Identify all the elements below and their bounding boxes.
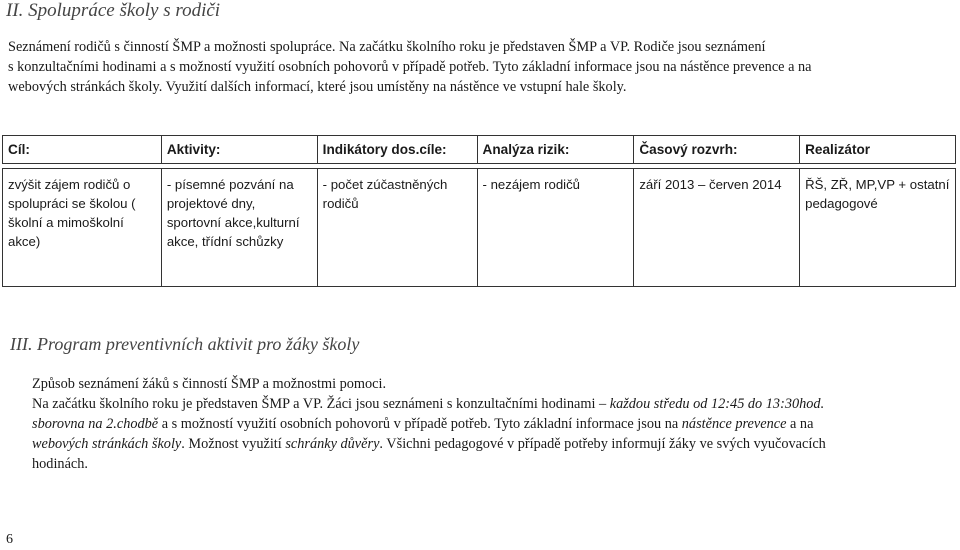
sec3-line	[32, 414, 937, 434]
plan-table	[2, 135, 956, 287]
page-number: 6	[6, 532, 13, 547]
sec3-line: Způsob seznámení žáků s činností ŠMP a možnostmi pomoci.	[32, 376, 387, 392]
intro-line: s konzultačními hodinami a s možností využití osobních pohovorů v případě potřeb. Tyto základní informace jsou na nástěnce prevence a na	[8, 59, 812, 75]
sec3-line	[32, 434, 937, 454]
header-casovy-rozvrh: Časový rozvrh:	[634, 136, 800, 164]
sec3-text: a s možností využití osobních pohovorů v případě potřeb. Tyto základní informace jsou na	[158, 416, 682, 432]
sec3-text: . Možnost využití	[181, 436, 286, 452]
section-2-paragraph	[8, 37, 953, 97]
intro-line: Seznámení rodičů s činností ŠMP a možnosti spolupráce. Na začátku školního roku je představen ŠMP a VP. Rodiče jsou seznámení	[8, 39, 766, 55]
sec3-emphasis: nástěnce prevence	[681, 416, 787, 432]
sec3-line: hodinách.	[32, 456, 88, 472]
header-realizator: Realizátor	[800, 136, 956, 164]
sec3-line	[32, 394, 937, 414]
sec3-emphasis: webových stránkách školy	[32, 436, 182, 452]
cell-casovy-rozvrh: září 2013 – červen 2014	[634, 169, 800, 287]
cell-realizator: ŘŠ, ZŘ, MP,VP + ostatní pedagogové	[800, 169, 956, 287]
header-cil: Cíl:	[3, 136, 162, 164]
sec3-emphasis: schránky důvěry	[285, 436, 380, 452]
cell-cil: zvýšit zájem rodičů o spolupráci se školou ( školní a mimoškolní akce)	[3, 169, 162, 287]
header-indikatory: Indikátory dos.cíle:	[317, 136, 477, 164]
intro-line: webových stránkách školy. Využití dalších informací, které jsou umístěny na nástěnce ve vstupní hale školy.	[8, 79, 627, 95]
header-analyza-rizik: Analýza rizik:	[477, 136, 634, 164]
sec3-emphasis: každou středu od 12:45 do 13:30hod.	[609, 396, 825, 412]
table-row	[3, 169, 956, 287]
cell-analyza-rizik: - nezájem rodičů	[477, 169, 634, 287]
cell-indikatory: - počet zúčastněných rodičů	[317, 169, 477, 287]
section-3-title: III. Program preventivních aktivit pro žáky školy	[10, 334, 360, 354]
cell-aktivity: - písemné pozvání na projektové dny, sportovní akce,kulturní akce, třídní schůzky	[161, 169, 317, 287]
section-3-paragraph	[32, 374, 937, 474]
sec3-text: . Všichni pedagogové v případě potřeby informují žáky ve svých vyučovacích	[379, 436, 826, 452]
section-2-title: II. Spolupráce školy s rodiči	[6, 0, 221, 21]
sec3-text: Na začátku školního roku je představen ŠMP a VP. Žáci jsou seznámeni s konzultačními hodinami –	[32, 396, 610, 412]
table-header-row	[3, 136, 956, 164]
header-aktivity: Aktivity:	[161, 136, 317, 164]
sec3-emphasis: sborovna na 2.chodbě	[32, 416, 159, 432]
sec3-text: a na	[786, 416, 814, 432]
